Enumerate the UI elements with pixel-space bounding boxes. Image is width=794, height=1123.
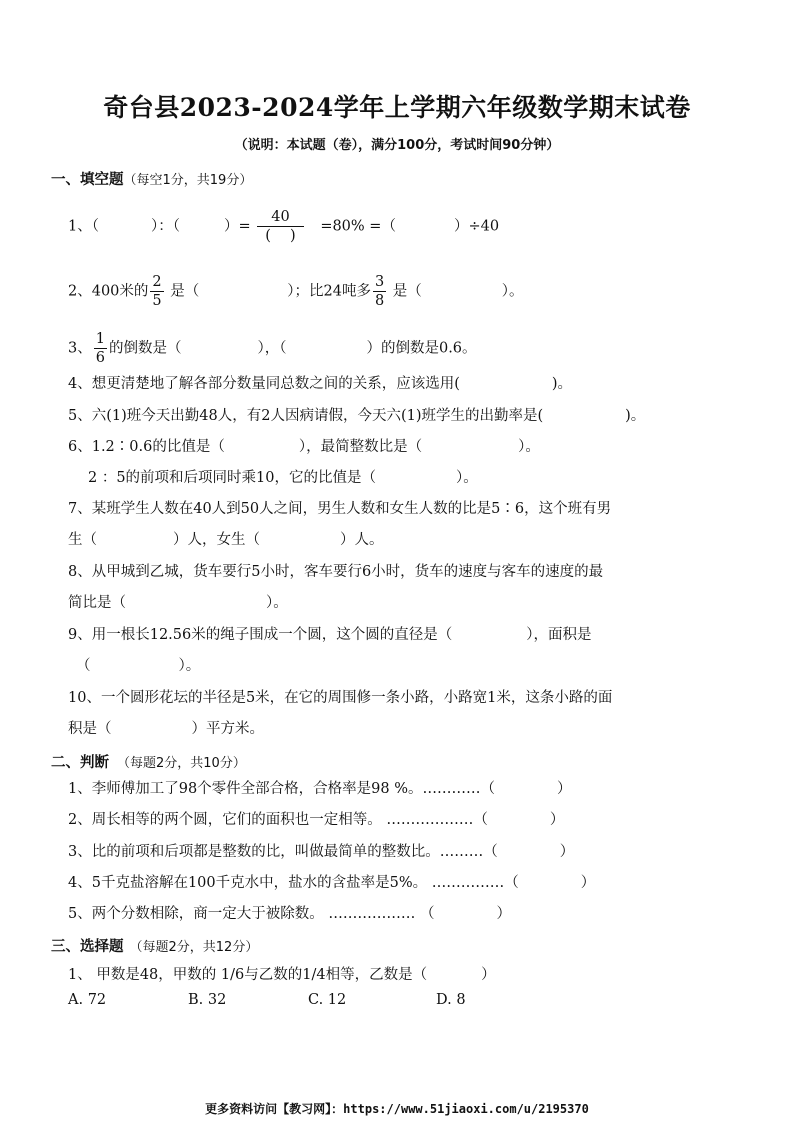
fraction-1-6: $\frac{1}{6}$ [95,331,105,366]
question-1-6b: 2 ：5的前项和后项同时乘10，它的比值是（ ）。 [88,470,478,486]
judge-item: 3、比的前项和后项都是整数的比，叫做最简单的整数比。………（ ） [68,844,575,860]
question-1-8-line1: 8、从甲城到乙城，货车要行5小时，客车要行6小时，货车的速度与客车的速度的最 [68,564,604,580]
judge-item: 5、两个分数相除，商一定大于被除数。 ……………… （ ） [68,906,511,922]
fraction-2-5: $\frac{2}{5}$ [152,274,162,309]
question-1-3: 3、 $\frac{1}{6}$ 的倒数是（ ），（ ）的倒数是0.6。 [68,331,477,366]
question-1-1: 1、（ ）：（ ）= $\frac{40}{( )}$ =80% =（ ）÷40 [68,209,500,244]
judge-item: 4、5千克盐溶解在100千克水中，盐水的含盐率是5%。 ……………（ ） [68,875,596,891]
question-1-7-line1: 7、某班学生人数在40人到50人之间，男生人数和女生人数的比是5∶6，这个班有男 [68,501,612,517]
section-judge-heading: 二、判断 （每题2分，共10分） [51,755,246,771]
question-1-8-line2: 简比是（ ）。 [68,595,288,611]
section-choice-heading: 三、选择题 （每题2分，共12分） [51,939,259,955]
exam-note: （说明：本试题（卷），满分100分，考试时间90分钟） [234,138,560,153]
question-1-10-line1: 10、一个圆形花坛的半径是5米，在它的周围修一条小路，小路宽1米，这条小路的面 [68,690,613,706]
question-1-2: 2、400米的 $\frac{2}{5}$ 是（ ）；比24吨多 $\frac{3}{8}$ 是（ ）。 [68,274,524,309]
question-1-10-line2: 积是（ ）平方米。 [68,721,264,737]
option-b[interactable]: B. 32 [188,992,227,1008]
question-1-6: 6、1.2∶0.6的比值是（ ），最简整数比是（ ）。 [68,439,540,455]
exam-title: 奇台县2023-2024学年上学期六年级数学期末试卷 [103,93,691,122]
question-1-9-line2: （ ）。 [76,658,201,674]
choice-question-1: 1、 甲数是48，甲数的 1/6与乙数的1/4相等，乙数是（ ） [68,967,496,983]
question-1-5: 5、六(1)班今天出勤48人，有2人因病请假，今天六(1)班学生的出勤率是( )。 [68,408,646,424]
question-1-7-line2: 生（ ）人，女生（ ）人。 [68,532,384,548]
question-1-9-line1: 9、用一根长12.56米的绳子围成一个圆，这个圆的直径是（ ），面积是 [68,627,592,643]
choice-options [68,990,466,1010]
fraction-40-over-blank: $\frac{40}{( )}$ [257,208,303,245]
judge-item: 2、周长相等的两个圆，它们的面积也一定相等。 ………………（ ） [68,812,565,828]
fraction-3-8: $\frac{3}{8}$ [374,274,385,309]
question-1-4: 4、想更清楚地了解各部分数量同总数之间的关系，应该选用( )。 [68,376,573,392]
judge-item: 1、李师傅加工了98个零件全部合格，合格率是98 %。…………（ ） [68,781,572,797]
option-c[interactable]: C. 12 [308,992,347,1008]
footer-link[interactable]: 更多资料访问【教习网】：https://www.51jiaoxi.com/u/2195370 [205,1102,589,1116]
option-a[interactable]: A. 72 [68,992,107,1008]
section-fill-blank-heading: 一、填空题（每空1分，共19分） [51,172,253,188]
option-d[interactable]: D. 8 [436,992,466,1008]
